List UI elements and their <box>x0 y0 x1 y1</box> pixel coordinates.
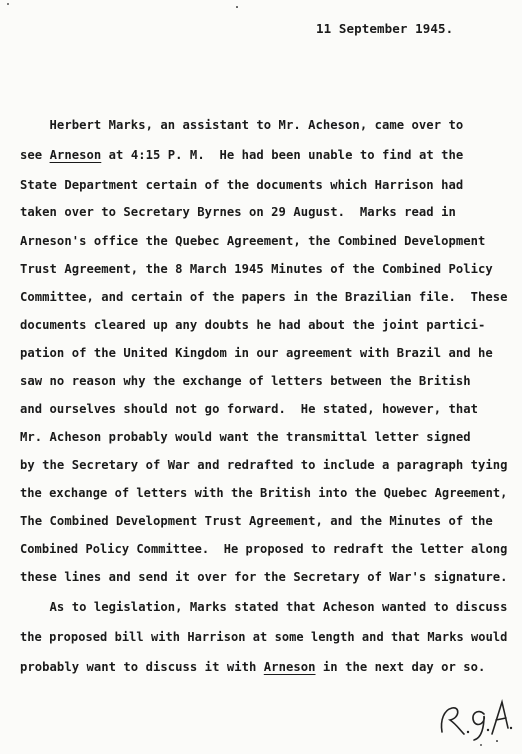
body-line <box>20 542 507 556</box>
body-line <box>20 234 485 248</box>
underlined-name: Arneson <box>49 148 102 162</box>
line-text: saw no reason why the exchange of letters between the British <box>20 374 471 388</box>
body-line <box>20 262 493 276</box>
body-line <box>20 290 508 304</box>
underlined-name: Arneson <box>263 660 316 674</box>
body-line <box>20 178 463 192</box>
line-text: these lines and send it over for the Secretary of War's signature. <box>20 570 508 584</box>
line-text: The Combined Development Trust Agreement, and the Minutes of the <box>20 514 493 528</box>
body-line <box>20 318 485 332</box>
body-line <box>20 118 463 132</box>
line-text: Committee, and certain of the papers in the Brazilian file. These <box>20 290 508 304</box>
body-line <box>20 374 471 388</box>
body-line <box>20 514 493 528</box>
paper-speck <box>236 6 238 8</box>
body-line <box>20 205 456 219</box>
line-text: by the Secretary of War and redrafted to include a paragraph tying <box>20 458 508 472</box>
body-line <box>20 486 507 500</box>
body-line <box>20 402 478 416</box>
handwritten-initials <box>434 694 514 744</box>
line-text: taken over to Secretary Byrnes on 29 August. Marks read in <box>20 205 456 219</box>
document-date: 11 September 1945. <box>316 21 454 36</box>
line-text: see <box>20 148 50 162</box>
line-text: at 4:15 P. M. He had been unable to find at the <box>101 148 464 162</box>
body-line <box>20 346 493 360</box>
paper-speck <box>480 744 482 746</box>
body-line <box>20 570 508 584</box>
line-text: documents cleared up any doubts he had about the joint partici- <box>20 318 486 332</box>
line-text: Combined Policy Committee. He proposed to redraft the letter along <box>20 542 508 556</box>
line-text: pation of the United Kingdom in our agreement with Brazil and he <box>20 346 493 360</box>
line-text: As to legislation, Marks stated that Acheson wanted to discuss <box>20 600 508 614</box>
line-text: State Department certain of the documents which Harrison had <box>20 178 464 192</box>
line-text: Mr. Acheson probably would want the transmittal letter signed <box>20 430 471 444</box>
body-line <box>20 430 471 444</box>
line-text: the proposed bill with Harrison at some length and that Marks would <box>20 630 508 644</box>
body-line <box>20 630 507 644</box>
body-line <box>20 458 508 472</box>
line-text: Herbert Marks, an assistant to Mr. Acheson, came over to <box>20 118 464 132</box>
line-text: probably want to discuss it with <box>20 660 264 674</box>
line-text: Arneson's office the Quebec Agreement, the Combined Development <box>20 234 486 248</box>
line-text: and ourselves should not go forward. He stated, however, that <box>20 402 479 416</box>
body-line <box>20 660 485 674</box>
paper-speck <box>7 3 9 5</box>
body-line <box>20 148 463 162</box>
line-text: the exchange of letters with the British into the Quebec Agreement, <box>20 486 508 500</box>
line-text: Trust Agreement, the 8 March 1945 Minutes of the Combined Policy <box>20 262 493 276</box>
body-line <box>20 600 508 614</box>
line-text: in the next day or so. <box>315 660 486 674</box>
paper-speck <box>496 740 498 742</box>
